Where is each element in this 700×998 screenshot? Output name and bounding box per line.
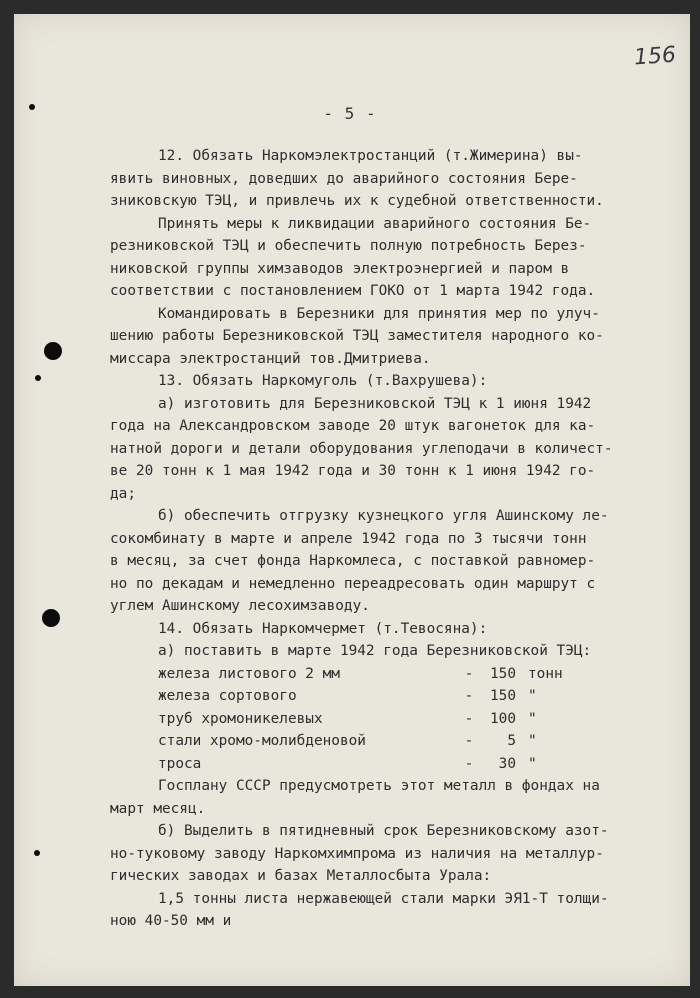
text-block-paragraphs: [110, 145, 650, 663]
text-line: Командировать в Березники для принятия мер по улуч-: [158, 305, 600, 322]
supply-unit: ": [528, 733, 537, 749]
supply-row: [110, 685, 650, 708]
document-body: [110, 145, 650, 933]
supply-dash: -: [464, 755, 474, 772]
text-line: шению работы Березниковской ТЭЦ заместителя народного ко-: [110, 328, 604, 344]
text-line: никовской группы химзаводов электроэнергией и паром в: [110, 260, 570, 277]
text-line: Госплану СССР предусмотреть этот металл в фондах на: [158, 778, 600, 794]
supply-unit: ": [528, 755, 537, 772]
text-line: 14. Обязать Наркомчермет (т.Тевосяна):: [158, 620, 488, 637]
text-line: натной дороги и детали оборудования углеподачи в количест-: [110, 440, 613, 457]
supply-amount: 100: [490, 710, 516, 727]
text-line: 13. Обязать Наркомуголь (т.Вахрушева):: [158, 373, 488, 389]
text-line: а) поставить в марте 1942 года Березниковской ТЭЦ:: [158, 643, 592, 659]
supply-dash: -: [464, 688, 474, 704]
text-line: углем Ашинскому лесохимзаводу.: [110, 598, 370, 614]
folio-number: 156: [633, 42, 677, 71]
supply-amount: 5: [507, 733, 516, 749]
supply-amount: 30: [498, 755, 516, 772]
text-line: зниковскую ТЭЦ, и привлечь их к судебной ответственности.: [110, 193, 604, 209]
text-line: года на Александровском заводе 20 штук вагонеток для ка-: [110, 418, 596, 434]
punch-hole-4: [42, 609, 60, 627]
text-line: резниковской ТЭЦ и обеспечить полную потребность Берез-: [110, 238, 587, 254]
text-line: да;: [110, 485, 136, 502]
punch-hole-3: [35, 375, 41, 381]
supply-item-name: железа сортового: [158, 688, 297, 704]
supply-row: [110, 730, 650, 753]
text-line: б) обеспечить отгрузку кузнецкого угля Ашинскому ле-: [158, 508, 609, 524]
text-line: сокомбинату в марте и апреле 1942 года по 3 тысячи тонн: [110, 530, 587, 547]
text-line: миссара электростанций тов.Дмитриева.: [110, 350, 431, 367]
text-line: Принять меры к ликвидации аварийного состояния Бе-: [158, 215, 592, 232]
supply-item-name: троса: [158, 755, 202, 772]
supply-row: [110, 663, 650, 686]
punch-hole-5: [34, 850, 40, 856]
text-line: март месяц.: [110, 800, 206, 817]
text-line: 12. Обязать Наркомэлектростанций (т.Жимерина) вы-: [158, 148, 583, 164]
punch-hole-2: [44, 342, 62, 360]
supply-dash: -: [464, 665, 474, 682]
text-line: гических заводах и базах Металлосбыта Урала:: [110, 868, 492, 884]
supply-unit: ": [528, 710, 537, 727]
text-line: но-туковому заводу Наркомхимпрома из наличия на металлур-: [110, 845, 604, 862]
text-line: б) Выделить в пятидневный срок Березниковскому азот-: [158, 823, 609, 839]
text-line: а) изготовить для Березниковской ТЭЦ к 1 июня 1942: [158, 395, 592, 412]
text-block-continuation: [110, 775, 650, 933]
supply-unit: тонн: [528, 665, 563, 682]
text-line: соответствии с постановлением ГОКО от 1 марта 1942 года.: [110, 283, 596, 299]
text-line: ве 20 тонн к 1 мая 1942 года и 30 тонн к 1 июня 1942 го-: [110, 463, 596, 479]
supply-item-name: труб хромоникелевых: [158, 710, 323, 727]
supply-amount: 150: [490, 688, 516, 704]
supply-item-name: стали хромо-молибденовой: [158, 733, 366, 749]
text-line: 1,5 тонны листа нержавеющей стали марки ЭЯ1-Т толщи-: [158, 890, 609, 907]
page-number: - 5 -: [323, 104, 377, 123]
supply-unit: ": [528, 688, 537, 704]
supply-item-name: железа листового 2 мм: [158, 665, 340, 682]
text-line: ною 40-50 мм и: [110, 913, 232, 929]
supply-list: [110, 663, 650, 776]
supply-row: [110, 753, 650, 776]
supply-row: [110, 708, 650, 731]
supply-dash: -: [464, 733, 474, 749]
text-line: но по декадам и немедленно переадресовать один маршрут с: [110, 575, 596, 592]
text-line: явить виновных, доведших до аварийного состояния Бере-: [110, 170, 578, 187]
supply-amount: 150: [490, 665, 516, 682]
supply-dash: -: [464, 710, 474, 727]
text-line: в месяц, за счет фонда Наркомлеса, с поставкой равномер-: [110, 553, 596, 569]
